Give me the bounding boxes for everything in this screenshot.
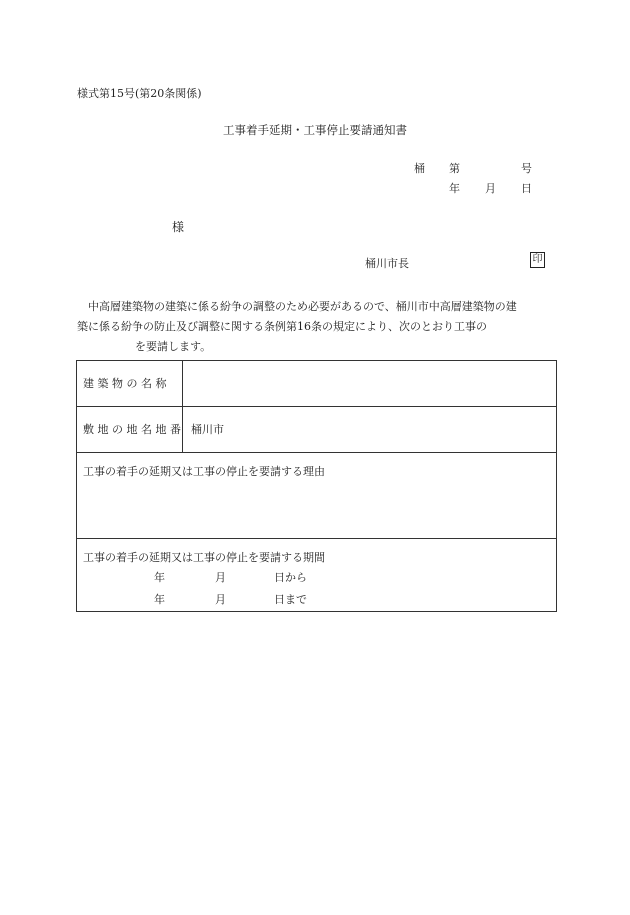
number-prefix: 第 <box>449 162 460 175</box>
body-line-1: 中高層建築物の建築に係る紛争の調整のため必要があるので、桶川市中高層建築物の建 <box>88 300 517 313</box>
building-name-label: 建 築 物 の 名 称 <box>77 361 183 406</box>
seal-mark: 印 <box>530 252 545 268</box>
addressee-honorific: 様 <box>172 220 185 234</box>
body-line-3: を要請します。 <box>135 340 212 353</box>
office-prefix: 桶 <box>414 162 425 175</box>
reason-label: 工事の着手の延期又は工事の停止を要請する理由 <box>83 465 325 478</box>
period-to-year: 年 <box>154 593 165 606</box>
request-form-table <box>76 360 557 612</box>
site-label: 敷 地 の 地 名 地 番 <box>77 407 183 452</box>
period-to-month: 月 <box>215 593 226 606</box>
period-from-year: 年 <box>154 571 165 584</box>
period-label: 工事の着手の延期又は工事の停止を要請する期間 <box>83 551 325 564</box>
body-text <box>77 297 557 357</box>
period-from-day: 日から <box>274 571 307 584</box>
table-row <box>77 539 556 611</box>
period-from-month: 月 <box>215 571 226 584</box>
date-month: 月 <box>485 182 496 195</box>
table-row <box>77 361 556 407</box>
table-row <box>77 453 556 539</box>
date-day: 日 <box>521 182 532 195</box>
sender-name: 桶川市長 <box>365 257 409 270</box>
body-line-2: 築に係る紛争の防止及び調整に関する条例第16条の規定により、次のとおり工事の <box>77 320 487 333</box>
document-title: 工事着手延期・工事停止要請通知書 <box>223 123 407 137</box>
period-to-day: 日まで <box>274 593 307 606</box>
date-year: 年 <box>449 182 460 195</box>
number-suffix: 号 <box>521 162 532 175</box>
form-number: 様式第15号(第20条関係) <box>77 87 202 100</box>
site-value: 桶川市 <box>191 423 224 436</box>
table-row <box>77 407 556 453</box>
